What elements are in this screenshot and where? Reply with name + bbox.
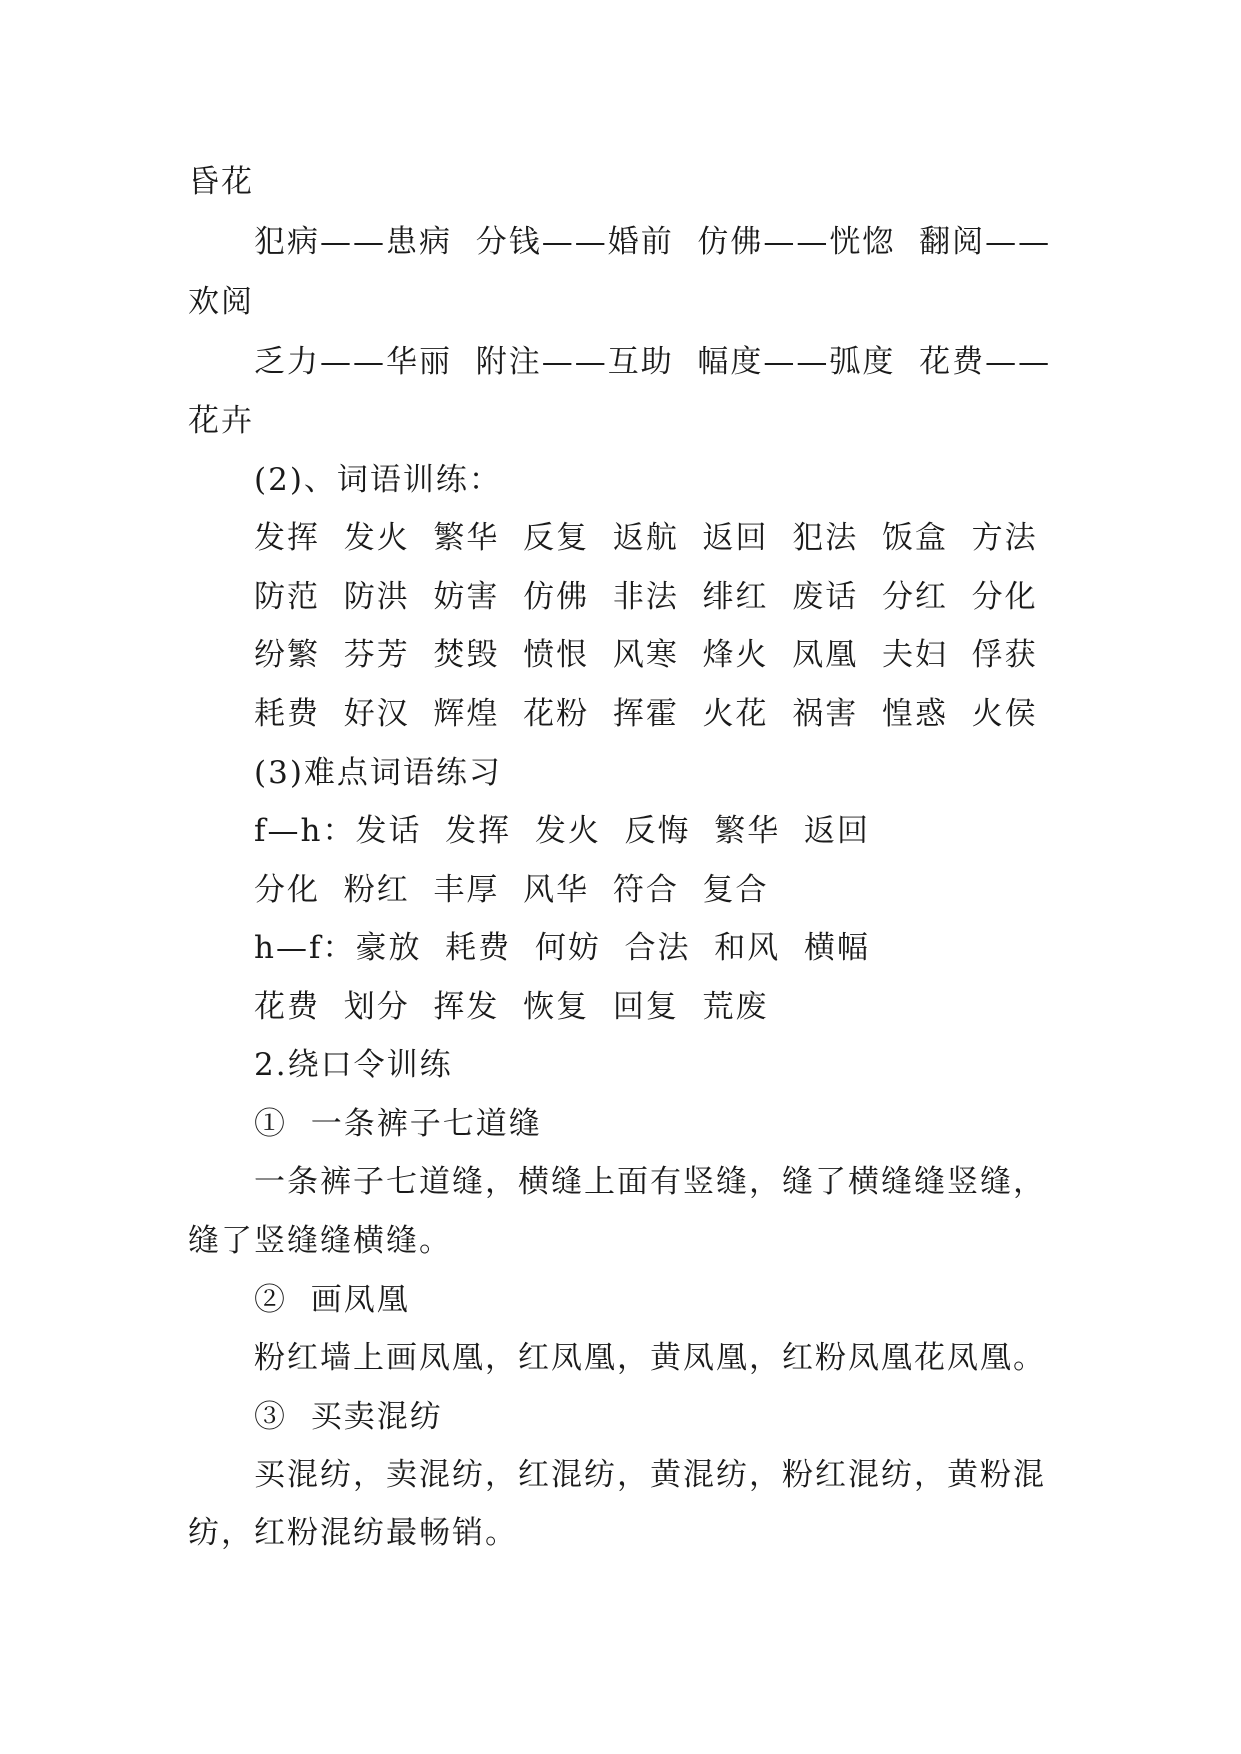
text-line: 犯病——患病 分钱——婚前 仿佛——恍惚 翻阅—— (254, 224, 1052, 260)
tongue-twister-title: ① 一条裤子七道缝 (254, 1106, 542, 1142)
word-row: 防范 防洪 妨害 仿佛 非法 绯红 废话 分红 分化 (254, 579, 1038, 615)
word-row: 分化 粉红 丰厚 风华 符合 复合 (254, 872, 769, 908)
text-line: 花卉 (188, 403, 254, 439)
text-line: 乏力——华丽 附注——互助 幅度——弧度 花费—— (254, 344, 1052, 380)
word-row: 纷繁 芬芳 焚毁 愤恨 风寒 烽火 凤凰 夫妇 俘获 (254, 637, 1038, 673)
text-line: 欢阅 (188, 284, 254, 320)
tongue-twister-text: 粉红墙上画凤凰，红凤凰，黄凤凰，红粉凤凰花凤凰。 (254, 1340, 1046, 1376)
section-heading: (3)难点词语练习 (254, 755, 502, 791)
tongue-twister-title: ② 画凤凰 (254, 1282, 410, 1318)
word-row: 耗费 好汉 辉煌 花粉 挥霍 火花 祸害 惶惑 火侯 (254, 696, 1038, 732)
tongue-twister-text: 纺，红粉混纺最畅销。 (188, 1515, 518, 1551)
word-row: 发挥 发火 繁华 反复 返航 返回 犯法 饭盒 方法 (254, 520, 1038, 556)
word-row: f—h：发话 发挥 发火 反悔 繁华 返回 (254, 813, 870, 849)
tongue-twister-text: 缝了竖缝缝横缝。 (188, 1223, 452, 1259)
word-row: 花费 划分 挥发 恢复 回复 荒废 (254, 989, 769, 1025)
word-row: h—f：豪放 耗费 何妨 合法 和风 横幅 (254, 930, 870, 966)
tongue-twister-text: 买混纺，卖混纺，红混纺，黄混纺，粉红混纺，黄粉混 (254, 1457, 1046, 1493)
section-heading: (2)、词语训练： (254, 462, 502, 498)
text-line: 昏花 (188, 164, 254, 200)
section-heading: 2.绕口令训练 (254, 1047, 453, 1083)
tongue-twister-text: 一条裤子七道缝，横缝上面有竖缝，缝了横缝缝竖缝， (254, 1164, 1046, 1200)
tongue-twister-title: ③ 买卖混纺 (254, 1399, 443, 1435)
